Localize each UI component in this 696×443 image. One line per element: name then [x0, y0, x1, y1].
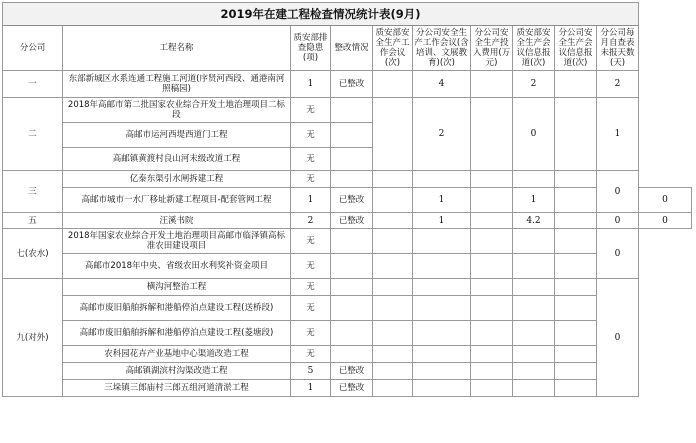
branch-cell: 一: [3, 71, 63, 98]
hazards-cell: 5: [291, 363, 331, 380]
project-name: 高邮镇湖滨村沟渠改造工程: [63, 363, 291, 380]
unreported-days-cell: 0: [597, 279, 639, 397]
project-name: 高邮镇黄渡村良山河末级改道工程: [63, 148, 291, 171]
hazards-cell: 无: [291, 171, 331, 188]
hazards-cell: 无: [291, 321, 331, 346]
project-name: 高邮市废旧船舶拆解和港船停泊点建设工程(送桥段): [63, 296, 291, 321]
branch-cell: 二: [3, 98, 63, 171]
table-row: [3, 363, 692, 380]
hazards-cell: 无: [291, 279, 331, 296]
header-row: [3, 26, 692, 71]
hazards-cell: 无: [291, 254, 331, 279]
table-row: [3, 346, 692, 363]
hazards-cell: 1: [291, 380, 331, 397]
table-row: [3, 213, 692, 229]
inspection-statistics-sheet: [2, 2, 692, 441]
hazards-cell: 无: [291, 148, 331, 171]
hazards-cell: 2: [291, 213, 331, 229]
branch-cell: 五: [3, 213, 63, 229]
inspection-table: [2, 2, 692, 397]
hazards-cell: 无: [291, 296, 331, 321]
project-name: 高邮市2018年中央、省级农田水利奖补资金项目: [63, 254, 291, 279]
table-row: [3, 71, 692, 98]
table-row: [3, 321, 692, 346]
table-title: 2019年在建工程检查情况统计表(9月): [3, 3, 639, 26]
project-name: 亿泰东渠引水闸拆建工程: [63, 171, 291, 188]
unreported-days-cell: 0: [597, 229, 639, 279]
table-row: [3, 188, 692, 213]
table-row: [3, 171, 692, 188]
branch-cell: 九(对外): [3, 279, 63, 397]
hazards-cell: 无: [291, 98, 331, 123]
unreported-days-cell: 0: [597, 171, 639, 213]
project-name: 高邮市运河西堤西道门工程: [63, 123, 291, 148]
project-name: 东部新城区水系连通工程施工河道(序贤河西段、通港南河照稿园): [63, 71, 291, 98]
hazards-cell: 无: [291, 346, 331, 363]
hazards-cell: 1: [291, 71, 331, 98]
dept-reports-cell: 4.2: [513, 213, 555, 229]
rectify-cell: 已整改: [331, 380, 373, 397]
dept-reports-cell: 2: [513, 71, 555, 98]
branch-reports-cell: 2: [597, 71, 639, 98]
header-branch: 分公司: [3, 26, 63, 71]
branch-cell: 七(农水): [3, 229, 63, 279]
hazards-cell: 无: [291, 229, 331, 254]
header-safety-investment: 分公司安全生产投入费用(万元): [471, 26, 513, 71]
hazards-cell: 1: [291, 188, 331, 213]
header-rectify: 整改情况: [331, 26, 373, 71]
dept-reports-cell: 0: [513, 98, 555, 171]
header-hazards: 质安部排查隐患(项): [291, 26, 331, 71]
branch-cell: 三: [3, 171, 63, 213]
branch-meetings-cell: 4: [413, 71, 471, 98]
project-name: 横沟河整治工程: [63, 279, 291, 296]
project-name: 高邮市城市一水厂移址新建工程项目-配套管网工程: [63, 188, 291, 213]
header-branch-reports: 分公司安全生产会议信息报道(次): [555, 26, 597, 71]
branch-reports-cell: 1: [597, 98, 639, 171]
rectify-cell: 已整改: [331, 213, 373, 229]
branch-meetings-cell: 1: [413, 213, 471, 229]
header-dept-meetings: 质安部安全生产工作会议(次): [373, 26, 413, 71]
project-name: 汪溪书院: [63, 213, 291, 229]
table-row: [3, 254, 692, 279]
table-row: [3, 229, 692, 254]
rectify-cell: 已整改: [331, 71, 373, 98]
branch-reports-cell: 0: [639, 188, 692, 213]
branch-meetings-cell: 2: [413, 98, 471, 171]
rectify-cell: 已整改: [331, 363, 373, 380]
table-row: [3, 296, 692, 321]
header-unreported-days: 分公司每月自查表未报天数(天): [597, 26, 639, 71]
rectify-cell: 已整改: [331, 188, 373, 213]
project-name: 2018年高邮市第二批国家农业综合开发土地治理项目二标段: [63, 98, 291, 123]
project-name: 三垛镇三郎庙村三郎五组河道清淤工程: [63, 380, 291, 397]
project-name: 2018年国家农业综合开发土地治理项目高邮市临泽镇高标准农田建设项目: [63, 229, 291, 254]
branch-reports-cell: 0: [597, 213, 639, 229]
project-name: 农科园花卉产业基地中心渠道改造工程: [63, 346, 291, 363]
project-name: 高邮市废旧船舶拆解和港船停泊点建设工程(菱塘段): [63, 321, 291, 346]
header-dept-reports: 质安部安全生产会议信息报道(次): [513, 26, 555, 71]
unreported-days-cell: 0: [639, 213, 692, 229]
header-branch-meetings: 分公司安全生产工作会议(含培训、文展教育)(次): [413, 26, 471, 71]
hazards-cell: 无: [291, 123, 331, 148]
table-row: [3, 380, 692, 397]
table-row: [3, 279, 692, 296]
branch-meetings-cell: 1: [413, 188, 471, 213]
header-project: 工程名称: [63, 26, 291, 71]
table-row: [3, 98, 692, 123]
dept-reports-cell: 1: [513, 188, 555, 213]
